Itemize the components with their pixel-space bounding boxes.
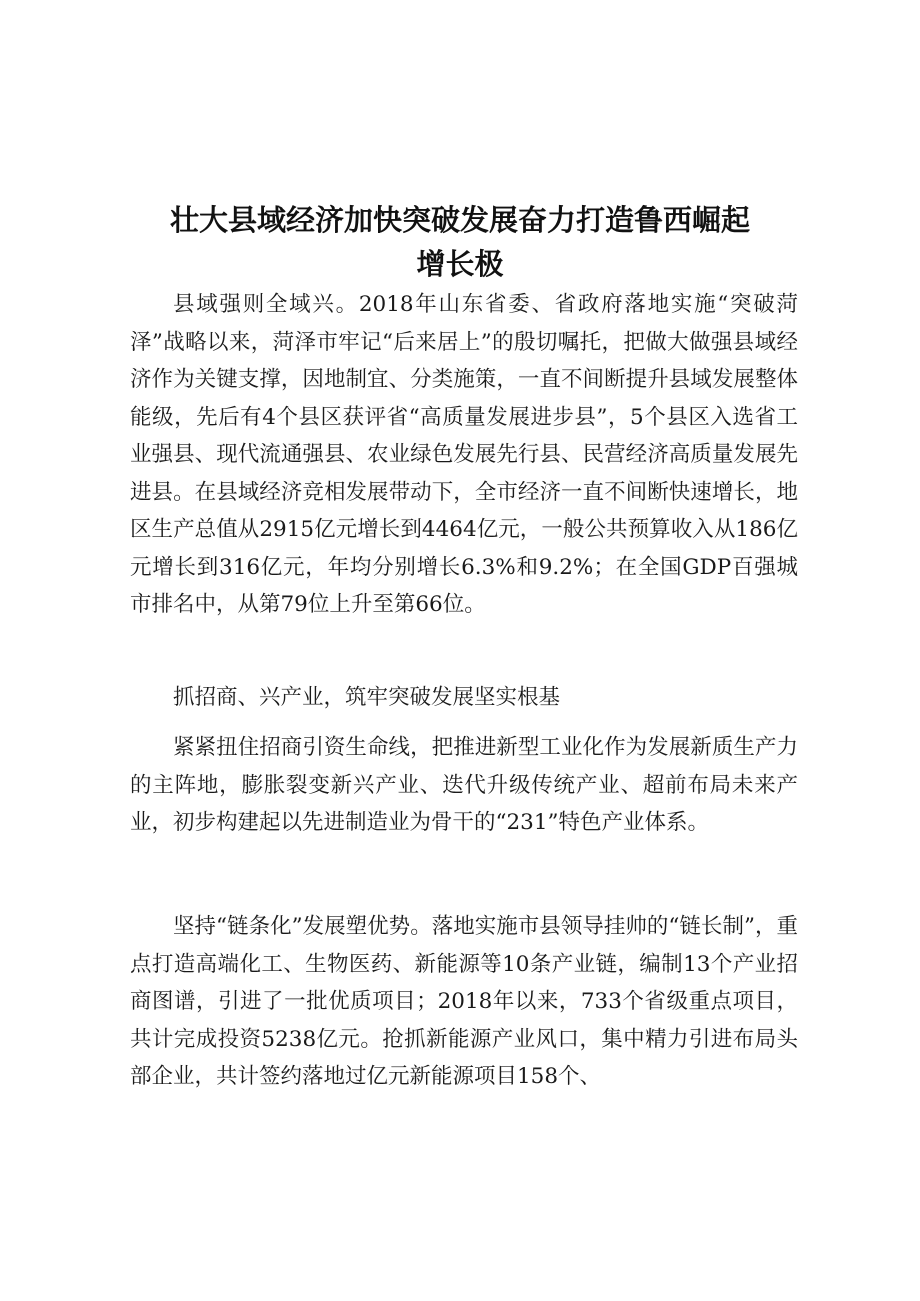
- paragraph-intro: 县域强则全域兴。2018年山东省委、省政府落地实施“突破菏泽”战略以来，菏泽市牢记“后来居上”的殷切嘱托，把做大做强县域经济作为关键支撑，因地制宜、分类施策，一直不间断提升县域发展整体能级，先后有4个县区获评省“高质量发展进步县”，5个县区入选省工业强县、现代流通强县、农业绿色发展先行县、民营经济高质量发展先进县。在县域经济竞相发展带动下，全市经济一直不间断快速增长，地区生产总值从2915亿元增长到4464亿元，一般公共预算收入从186亿元增长到316亿元，年均分别增长6.3%和9.2%；在全国GDP百强城市排名中，从第79位上升至第66位。: [130, 292, 798, 617]
- title-line-2: 增长极: [416, 247, 504, 281]
- paragraph-investment: 紧紧扭住招商引资生命线，把推进新型工业化作为发展新质生产力的主阵地，膨胀裂变新兴产业、迭代升级传统产业、超前布局未来产业，初步构建起以先进制造业为骨干的“231”特色产业体系。: [130, 735, 798, 835]
- document-title: [130, 198, 790, 286]
- section-heading: 抓招商、兴产业，筑牢突破发展坚实根基: [173, 685, 561, 710]
- paragraph-chain: 坚持“链条化”发展塑优势。落地实施市县领导挂帅的“链长制”，重点打造高端化工、生物医药、新能源等10条产业链，编制13个产业招商图谱，引进了一批优质项目；2018年以来，733个省级重点项目，共计完成投资5238亿元。抢抓新能源产业风口，集中精力引进布局头部企业，共计签约落地过亿元新能源项目158个、: [130, 914, 798, 1089]
- title-line-1: 壮大县域经济加快突破发展奋力打造鲁西崛起: [169, 203, 750, 237]
